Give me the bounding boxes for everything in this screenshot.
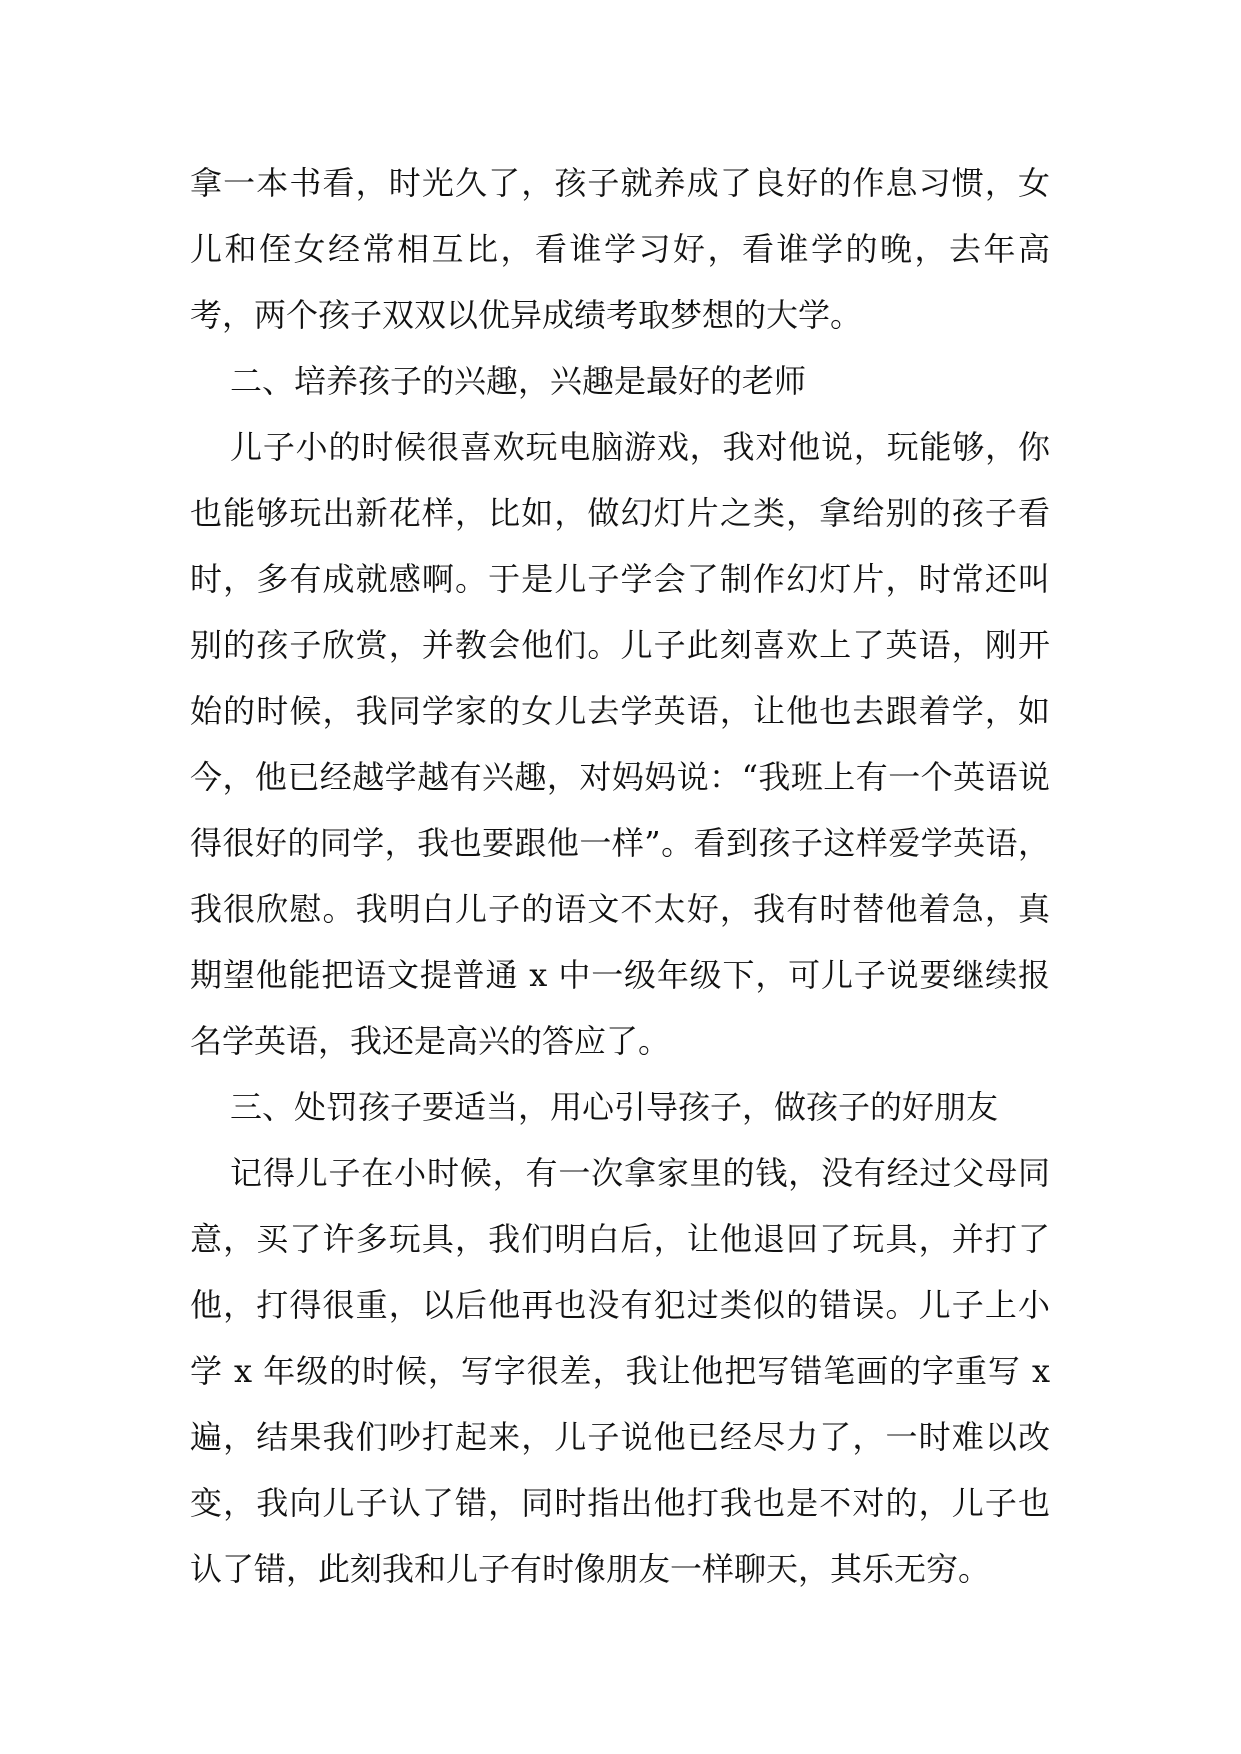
paragraph-interest: 儿子小的时候很喜欢玩电脑游戏，我对他说，玩能够，你也能够玩出新花样，比如，做幻灯片之类，拿给别的孩子看时，多有成就感啊。于是儿子学会了制作幻灯片，时常还叫别的孩子欣赏，并教会他们。儿子此刻喜欢上了英语，刚开始的时候，我同学家的女儿去学英语，让他也去跟着学，如今，他已经越学越有兴趣，对妈妈说：“我班上有一个英语说得很好的同学，我也要跟他一样”。看到孩子这样爱学英语，我很欣慰。我明白儿子的语文不太好，我有时替他着急，真期望他能把语文提普通 x 中一级年级下，可儿子说要继续报名学英语，我还是高兴的答应了。 <box>190 428 1050 1060</box>
paragraph-discipline: 记得儿子在小时候，有一次拿家里的钱，没有经过父母同意，买了许多玩具，我们明白后，让他退回了玩具，并打了他，打得很重，以后他再也没有犯过类似的错误。儿子上小学 x 年级的时候，写字很差，我让他把写错笔画的字重写 x 遍，结果我们吵打起来，儿子说他已经尽力了，一时难以改变，我向儿子认了错，同时指出他打我也是不对的，儿子也认了错，此刻我和儿子有时像朋友一样聊天，其乐无穷。 <box>190 1154 1050 1588</box>
section-heading-discipline: 三、处罚孩子要适当，用心引导孩子，做孩子的好朋友 <box>230 1088 999 1126</box>
paragraph-continuation: 拿一本书看，时光久了，孩子就养成了良好的作息习惯，女儿和侄女经常相互比，看谁学习好，看谁学的晚，去年高考，两个孩子双双以优异成绩考取梦想的大学。 <box>190 164 1050 334</box>
section-heading-interest: 二、培养孩子的兴趣，兴趣是最好的老师 <box>230 362 807 400</box>
document-body <box>190 150 1050 1602</box>
